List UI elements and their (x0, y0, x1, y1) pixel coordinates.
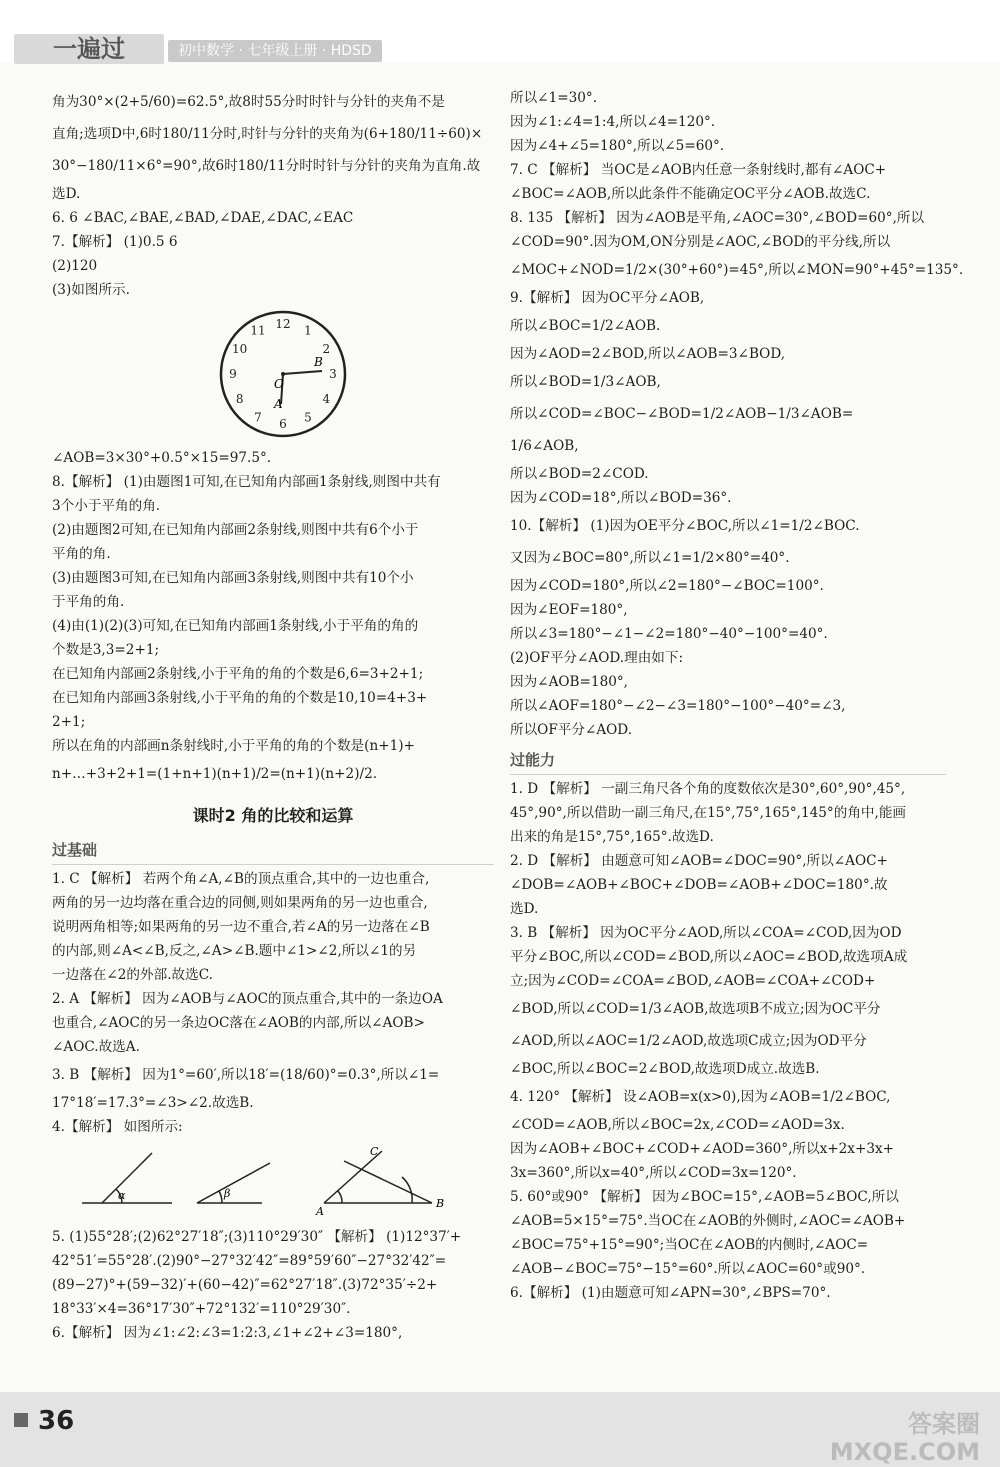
clock-numeral: 8 (235, 392, 244, 406)
text-line: 6. 6 ∠BAC,∠BAE,∠BAD,∠DAE,∠DAC,∠EAC (52, 210, 354, 226)
text-line: 4.【解析】 如图所示: (52, 1119, 183, 1135)
text-line: 4. 120° 【解析】 设∠AOB=x(x>0),因为∠AOB=1/2∠BOC, (510, 1089, 891, 1105)
text-line: 因为∠AOD=2∠BOD,所以∠AOB=3∠BOD, (510, 346, 786, 362)
clock-numeral: 11 (250, 323, 266, 338)
text-line: 个数是3,3=2+1; (52, 642, 160, 658)
text-line: 18°33′×4=36°17′30″+72°132′=110°29′30″. (52, 1301, 351, 1317)
text-line: 6.【解析】 因为∠1:∠2:∠3=1:2:3,∠1+∠2+∠3=180°, (52, 1325, 403, 1341)
label-c: C (370, 1145, 379, 1158)
right-column (510, 86, 964, 1305)
text-line: 因为∠4+∠5=180°,所以∠5=60°. (510, 138, 725, 154)
text-line: 两角的另一边均落在重合边的同侧,则如果两角的另一边也重合, (52, 895, 428, 911)
text-line: 8.【解析】 (1)由题图1可知,在已知角内部画1条射线,则图中共有 (52, 474, 441, 490)
text-line: 3x=360°,所以x=40°,所以∠COD=3x=120°. (510, 1165, 797, 1181)
watermark-line1: 答案圈 (908, 1410, 980, 1438)
label-beta: β (224, 1187, 231, 1200)
text-line: ∠BOD,所以∠COD=1/3∠AOB,故选项B不成立;因为OC平分 (510, 1001, 881, 1017)
text-line: ∠AOB=3×30°+0.5°×15=97.5°. (52, 450, 272, 466)
text-line: 1/6∠AOB, (510, 438, 579, 454)
left-column (52, 86, 494, 1345)
text-line: 6.【解析】 (1)由题意可知∠APN=30°,∠BPS=70°. (510, 1285, 831, 1301)
text-line: 9.【解析】 因为OC平分∠AOB, (510, 290, 705, 306)
watermark (830, 1410, 980, 1466)
brand-logo: 一遍过 (14, 34, 164, 64)
text-line: 所以∠BOC=1/2∠AOB. (510, 318, 661, 334)
text-line: 所以∠BOD=1/3∠AOB, (510, 374, 661, 390)
text-line: 因为∠AOB=180°, (510, 674, 628, 690)
hand-ob (283, 371, 322, 374)
text-line: (89−27)°+(59−32)′+(60−42)″=62°27′18″.(3)72°35′÷2+ (52, 1277, 438, 1293)
text-line: (4)由(1)(2)(3)可知,在已知角内部画1条射线,小于平角的角的 (52, 618, 419, 634)
text-line: 出来的角是15°,75°,165°.故选D. (510, 829, 714, 845)
text-line: ∠BOC,所以∠BOC=2∠BOD,故选项D成立.故选B. (510, 1061, 820, 1077)
text-line: 所以∠BOD=2∠COD. (510, 466, 649, 482)
clock-figure (52, 304, 494, 444)
text-line: 也重合,∠AOC的另一条边OC落在∠AOB的内部,所以∠AOB> (52, 1015, 425, 1031)
text-line: 所以在角的内部画n条射线时,小于平角的角的个数是(n+1)+ (52, 738, 415, 754)
text-line: 平分∠BOC,所以∠COD=∠BOD,所以∠AOC=∠BOD,故选项A成 (510, 949, 908, 965)
text-line: 所以∠3=180°−∠1−∠2=180°−40°−100°=40°. (510, 626, 828, 642)
text-line: ∠MOC+∠NOD=1/2×(30°+60°)=45°,所以∠MON=90°+45°=135°. (510, 262, 964, 278)
text-line: 5. (1)55°28′;(2)62°27′18″;(3)110°29′30″ 【解析】 (1)12°37′+ (52, 1229, 462, 1245)
text-line: (2)120 (52, 258, 98, 274)
clock-numeral: 3 (329, 367, 337, 381)
text-line: 因为∠1:∠4=1:4,所以∠4=120°. (510, 114, 716, 130)
clock-numeral: 10 (232, 342, 248, 356)
text-line: 所以∠AOF=180°−∠2−∠3=180°−100°−40°=∠3, (510, 698, 846, 714)
header-band (0, 0, 1000, 62)
text-line: (2)由题图2可知,在已知角内部画2条射线,则图中共有6个小于 (52, 522, 419, 538)
clock-numeral: 9 (229, 367, 237, 381)
text-line: 7.【解析】 (1)0.5 6 (52, 234, 178, 250)
text-line: 又因为∠BOC=80°,所以∠1=1/2×80°=40°. (510, 550, 790, 566)
label-b: B (314, 355, 323, 369)
text-line: 在已知角内部画3条射线,小于平角的角的个数是10,10=4+3+ (52, 690, 428, 706)
text-line: ∠BOC=75°+15°=90°;当OC在∠AOB的内侧时,∠AOC= (510, 1237, 869, 1253)
text-line: 一边落在∠2的外部.故选C. (52, 967, 213, 983)
section-title: 课时2 角的比较和运算 (192, 806, 354, 825)
text-line: ∠AOC.故选A. (52, 1039, 140, 1055)
text-line: 的内部,则∠A<∠B,反之,∠A>∠B.题中∠1>∠2,所以∠1的另 (52, 943, 417, 959)
label-a2: A (316, 1205, 324, 1218)
section-tag: 过基础 (52, 838, 494, 865)
text-line: (3)如图所示. (52, 282, 130, 298)
text-line: ∠AOB=5×15°=75°.当OC在∠AOB的外侧时,∠AOC=∠AOB+ (510, 1213, 906, 1229)
text-line: 于平角的角. (52, 594, 125, 610)
text-line: 所以∠COD=∠BOC−∠BOD=1/2∠AOB−1/3∠AOB= (510, 406, 854, 422)
text-line: 直角;选项D中,6时180/11分时,时针与分针的夹角为(6+180/11÷60)× (52, 126, 483, 142)
text-line: (2)OF平分∠AOD.理由如下: (510, 650, 684, 666)
label-o: O (274, 377, 284, 391)
text-line: ∠COD=∠AOB,所以∠BOC=2x,∠COD=∠AOD=3x. (510, 1117, 845, 1133)
text-line: ∠DOB=∠AOB+∠BOC+∠DOB=∠AOB+∠DOC=180°.故 (510, 877, 888, 893)
section-tag: 过能力 (510, 748, 946, 775)
text-line: 8. 135 【解析】 因为∠AOB是平角,∠AOC=30°,∠BOD=60°,所以 (510, 210, 925, 226)
clock-numeral: 5 (304, 410, 312, 425)
text-line: ∠AOD,所以∠AOC=1/2∠AOD,故选项C成立;因为OD平分 (510, 1033, 867, 1049)
text-line: 选D. (510, 901, 539, 917)
label-a: A (274, 397, 283, 411)
label-alpha: α (118, 1189, 126, 1202)
text-line: 角为30°×(2+5/60)=62.5°,故8时55分时时针与分针的夹角不是 (52, 94, 445, 110)
text-line: 17°18′=17.3°=∠3>∠2.故选B. (52, 1095, 254, 1111)
text-line: 因为∠COD=180°,所以∠2=180°−∠BOC=100°. (510, 578, 824, 594)
text-line: 2. D 【解析】 由题意可知∠AOB=∠DOC=90°,所以∠AOC+ (510, 853, 888, 869)
text-line: 因为∠AOB+∠BOC+∠COD+∠AOD=360°,所以x+2x+3x+ (510, 1141, 895, 1157)
text-line: ∠BOC=∠AOB,所以此条件不能确定OC平分∠AOB.故选C. (510, 186, 871, 202)
text-line: 10.【解析】 (1)因为OE平分∠BOC,所以∠1=1/2∠BOC. (510, 518, 860, 534)
text-line: 5. 60°或90° 【解析】 因为∠BOC=15°,∠AOB=5∠BOC,所以 (510, 1189, 899, 1205)
text-line: (3)由题图3可知,在已知角内部画3条射线,则图中共有10个小 (52, 570, 414, 586)
text-line: 所以∠1=30°. (510, 90, 598, 106)
text-line: 立;因为∠COD=∠COA=∠BOD,∠AOB=∠COA+∠COD+ (510, 973, 876, 989)
series-label: 初中数学 · 七年级上册 · HDSD (168, 40, 382, 62)
text-line: 说明两角相等;如果两角的另一边不重合,若∠A的另一边落在∠B (52, 919, 430, 935)
clock-numeral: 12 (275, 317, 291, 331)
text-line: 7. C 【解析】 当OC是∠AOB内任意一条射线时,都有∠AOC+ (510, 162, 887, 178)
clock-numeral: 1 (304, 323, 312, 338)
text-line: 30°−180/11×6°=90°,故6时180/11分时时针与分针的夹角为直角.故 (52, 158, 481, 174)
text-line: 因为∠COD=18°,所以∠BOD=36°. (510, 490, 732, 506)
label-b2: B (436, 1197, 445, 1210)
page-marker (14, 1413, 28, 1427)
text-line: 选D. (52, 186, 81, 202)
text-line: 所以OF平分∠AOD. (510, 722, 633, 738)
text-line: 2+1; (52, 714, 86, 730)
clock-svg (52, 304, 494, 444)
clock-center (281, 372, 285, 376)
angle-figures-svg (52, 1141, 494, 1223)
text-line: 3. B 【解析】 因为OC平分∠AOD,所以∠COA=∠COD,因为OD (510, 925, 902, 941)
text-line: 3个小于平角的角. (52, 498, 161, 514)
clock-numeral: 6 (279, 417, 287, 431)
page-number: 36 (38, 1406, 75, 1436)
text-line: 1. C 【解析】 若两个角∠A,∠B的顶点重合,其中的一边也重合, (52, 871, 430, 887)
text-line: 45°,90°,所以借助一副三角尺,在15°,75°,165°,145°的角中,能画 (510, 805, 907, 821)
text-line: 1. D 【解析】 一副三角尺各个角的度数依次是30°,60°,90°,45°, (510, 781, 906, 797)
text-line: ∠COD=90°.因为OM,ON分别是∠AOC,∠BOD的平分线,所以 (510, 234, 891, 250)
text-line: n+…+3+2+1=(1+n+1)(n+1)/2=(n+1)(n+2)/2. (52, 766, 378, 782)
text-line: 3. B 【解析】 因为1°=60′,所以18′=(18/60)°=0.3°,所以∠1= (52, 1067, 440, 1083)
clock-numeral: 2 (322, 342, 331, 356)
clock-numeral: 7 (254, 410, 262, 425)
text-line: 42°51′=55°28′.(2)90°−27°32′42″=89°59′60″−27°32′42″= (52, 1253, 447, 1269)
text-line: 在已知角内部画2条射线,小于平角的角的个数是6,6=3+2+1; (52, 666, 424, 682)
text-line: ∠AOB−∠BOC=75°−15°=60°.所以∠AOC=60°或90°. (510, 1261, 866, 1277)
clock-numeral: 4 (322, 392, 331, 406)
angle-figures (52, 1141, 494, 1223)
text-line: 2. A 【解析】 因为∠AOB与∠AOC的顶点重合,其中的一条边OA (52, 991, 443, 1007)
text-line: 因为∠EOF=180°, (510, 602, 628, 618)
watermark-line2: MXQE.COM (829, 1438, 980, 1466)
text-line: 平角的角. (52, 546, 111, 562)
